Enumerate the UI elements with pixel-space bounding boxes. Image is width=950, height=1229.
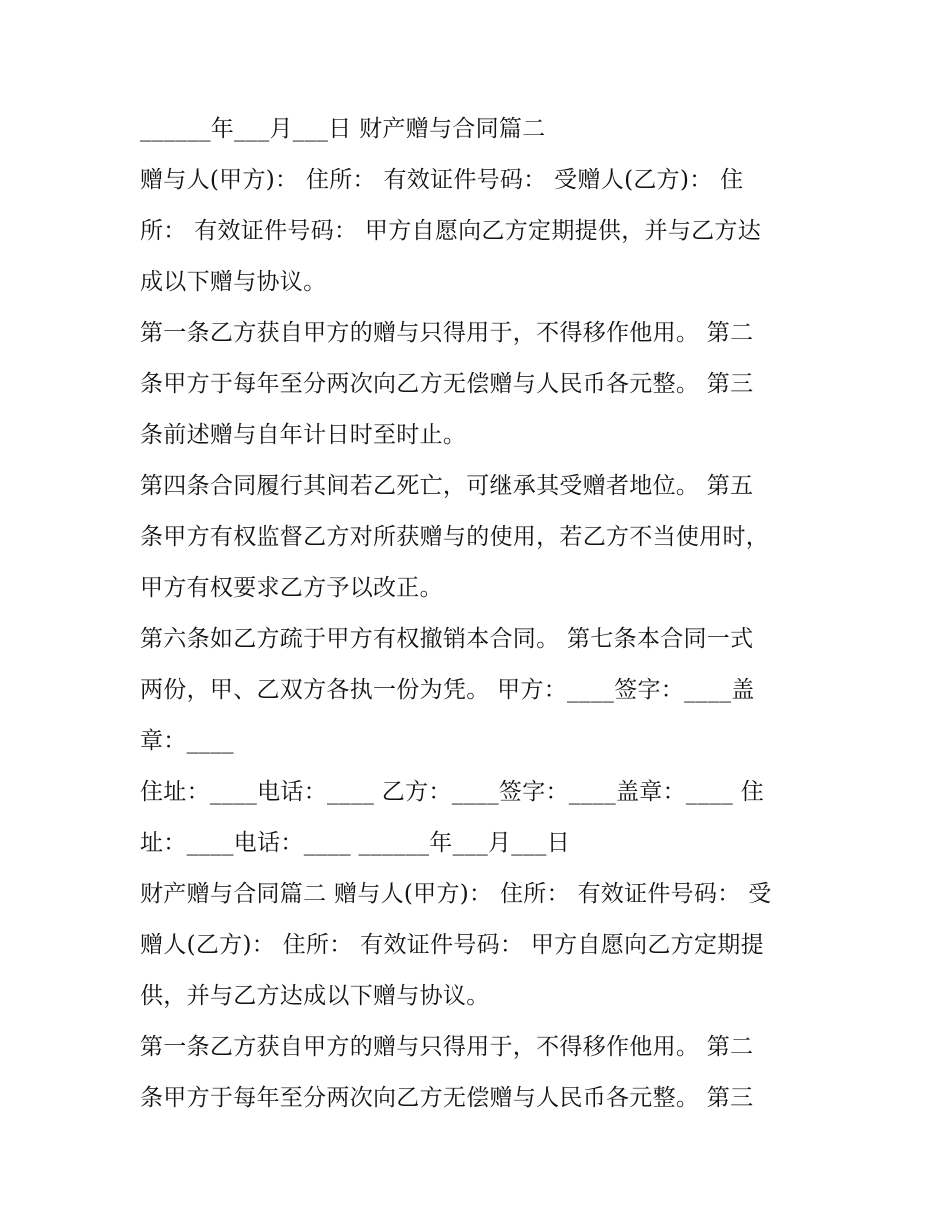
text-line: 条甲方于每年至分两次向乙方无偿赠与人民币各元整。 第三 — [140, 1085, 754, 1111]
text-line: 第一条乙方获自甲方的赠与只得用于，不得移作他用。 第二 — [140, 1034, 754, 1060]
text-line: 两份，甲、乙双方各执一份为凭。 甲方：____签字：____盖 — [140, 677, 755, 703]
text-line: 第一条乙方获自甲方的赠与只得用于，不得移作他用。 第二 — [140, 320, 754, 346]
text-line: 赠人(乙方)： 住所： 有效证件号码： 甲方自愿向乙方定期提 — [140, 932, 764, 958]
text-line: 第四条合同履行其间若乙死亡，可继承其受赠者地位。 第五 — [140, 473, 754, 499]
text-line: 财产赠与合同篇二 赠与人(甲方)： 住所： 有效证件号码： 受 — [140, 881, 772, 907]
text-line: 所： 有效证件号码： 甲方自愿向乙方定期提供，并与乙方达 — [140, 218, 762, 244]
text-line: 第六条如乙方疏于甲方有权撤销本合同。 第七条本合同一式 — [140, 626, 754, 652]
text-line: 址：____电话：____ ______年___月___日 — [140, 830, 571, 856]
text-line: 成以下赠与协议。 — [140, 269, 327, 295]
text-line: 供，并与乙方达成以下赠与协议。 — [140, 983, 490, 1009]
text-line: 章：____ — [140, 728, 234, 754]
text-line: 条前述赠与自年计日时至时止。 — [140, 422, 467, 448]
text-line: 条甲方于每年至分两次向乙方无偿赠与人民币各元整。 第三 — [140, 371, 754, 397]
contract-text — [140, 104, 810, 1124]
text-line: 甲方有权要求乙方予以改正。 — [140, 575, 443, 601]
text-line: ______年___月___日 财产赠与合同篇二 — [140, 116, 546, 142]
text-line: 赠与人(甲方)： 住所： 有效证件号码： 受赠人(乙方)： 住 — [140, 167, 744, 193]
text-line: 住址：____电话：____ 乙方：____签字：____盖章：____ 住 — [140, 779, 765, 805]
text-line: 条甲方有权监督乙方对所获赠与的使用，若乙方不当使用时， — [140, 524, 770, 550]
